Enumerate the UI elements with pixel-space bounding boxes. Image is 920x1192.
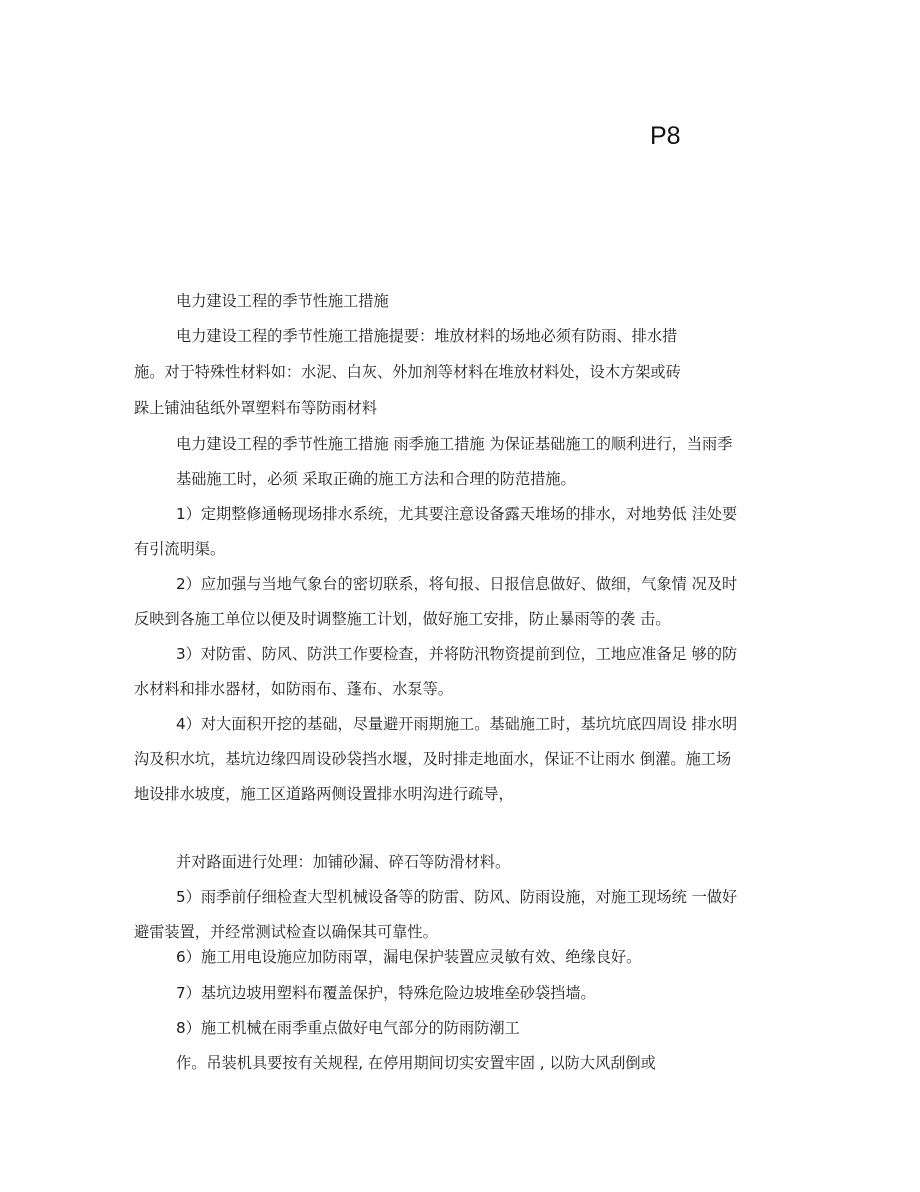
text-line: 3）对防雷、防风、防洪工作要检查，并将防汛物资提前到位，工地应准备足 够的防: [176, 645, 738, 663]
text-line: 8）施工机械在雨季重点做好电气部分的防雨防潮工: [176, 1019, 520, 1037]
text-line: 6）施工用电设施应加防雨罩，漏电保护装置应灵敏有效、绝缘良好。: [176, 948, 642, 966]
text-line: 基础施工时，必须 采取正确的施工方法和合理的防范措施。: [176, 470, 576, 488]
text-line: 4）对大面积开挖的基础，尽量避开雨期施工。基础施工时，基坑坑底四周设 排水明: [176, 715, 738, 733]
text-line: 电力建设工程的季节性施工措施 雨季施工措施 为保证基础施工的顺利进行，当雨季: [176, 435, 733, 453]
text-line: 施。对于特殊性材料如：水泥、白灰、外加剂等材料在堆放材料处，设木方架或砖: [134, 363, 681, 381]
text-line: 反映到各施工单位以便及时调整施工计划，做好施工安排，防止暴雨等的袭 击。: [134, 610, 671, 628]
text-line: 作。吊装机具要按有关规程, 在停用期间切实安置牢固 , 以防大风刮倒或: [176, 1054, 656, 1072]
text-line: 沟及积水坑，基坑边缘四周设砂袋挡水堰，及时排走地面水，保证不让雨水 倒灌。施工场: [134, 750, 732, 768]
text-line: 水材料和排水器材，如防雨布、蓬布、水泵等。: [134, 680, 453, 698]
text-line: 电力建设工程的季节性施工措施提要：堆放材料的场地必须有防雨、排水措: [176, 327, 678, 345]
text-line: 并对路面进行处理：加铺砂漏、碎石等防滑材料。: [176, 853, 511, 871]
text-line: 有引流明渠。: [134, 540, 226, 558]
text-line: 5）雨季前仔细检查大型机械设备等的防雷、防风、防雨设施，对施工现场统 一做好: [176, 888, 738, 906]
document-title: 电力建设工程的季节性施工措施: [176, 292, 389, 310]
text-line: 地设排水坡度，施工区道路两侧设置排水明沟进行疏导，: [134, 785, 514, 803]
text-line: 2）应加强与当地气象台的密切联系，将旬报、日报信息做好、做细，气象情 况及时: [176, 575, 738, 593]
text-line: 跺上铺油毡纸外罩塑料布等防雨材料: [134, 399, 377, 417]
text-line: 1）定期整修通畅现场排水系统，尤其要注意设备露天堆场的排水，对地势低 洼处要: [176, 505, 738, 523]
text-line: 避雷装置，并经常测试检查以确保其可靠性。: [134, 923, 438, 941]
text-line: 7）基坑边坡用塑料布覆盖保护，特殊危险边坡堆垒砂袋挡墙。: [176, 984, 596, 1002]
page-number: P8: [650, 122, 681, 150]
